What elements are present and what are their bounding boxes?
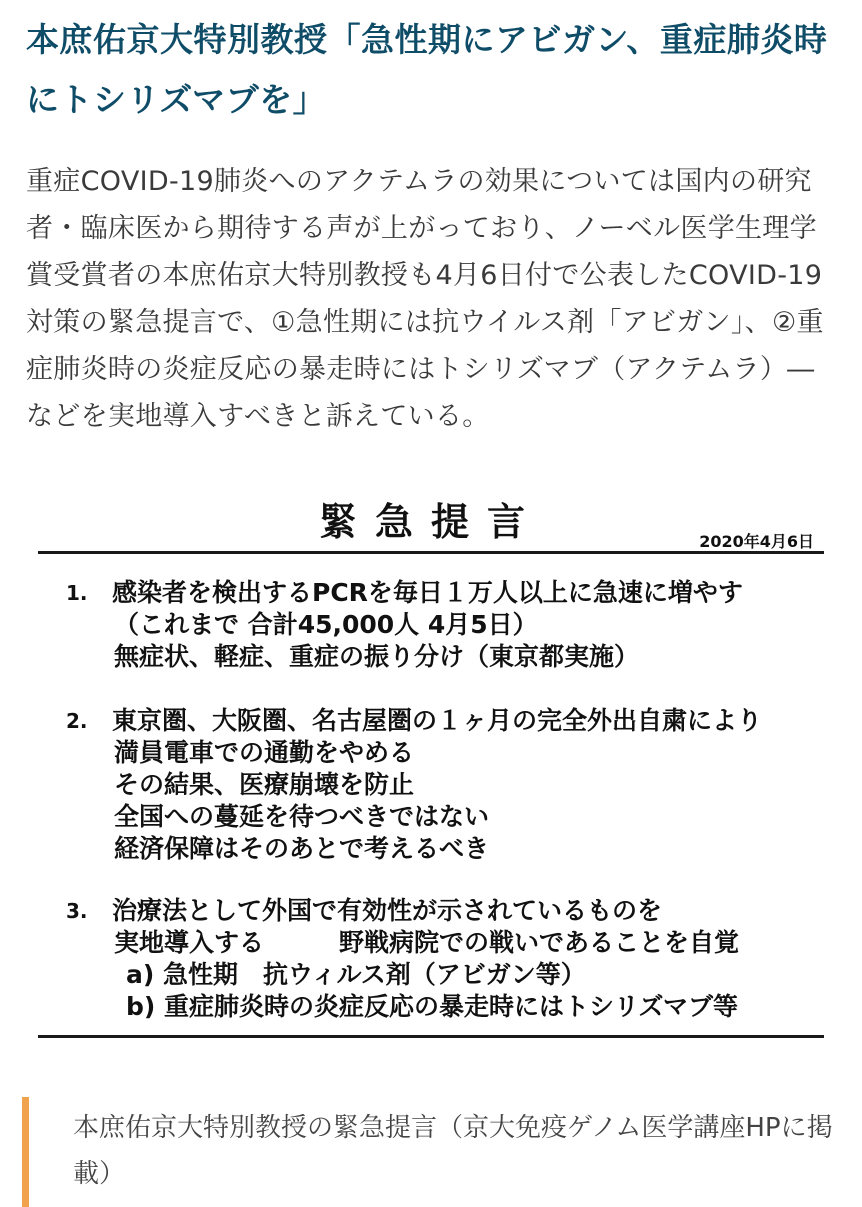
proposal-line: 治療法として外国で有効性が示されているものを <box>112 896 663 925</box>
proposal-item-number: 2. <box>66 709 88 733</box>
proposal-item-number: 1. <box>66 581 88 605</box>
article-heading: 本庶佑京大特別教授「急性期にアビガン、重症肺炎時にトシリズマブを」 <box>26 20 828 119</box>
article-body: 重症COVID-19肺炎へのアクテムラの効果については国内の研究者・臨床医から期待する声が上がっており、ノーベル医学生理学賞受賞者の本庶佑京大特別教授も4月6日付で公表したCOVID-19対策の緊急提言で、①急性期には抗ウイルス剤「アビガン」、②重症肺炎時の炎症反応の暴走時にはトシリズマブ（アクテムラ）―などを実地導入すべきと訴えている。 <box>26 166 824 432</box>
proposal-line: 経済保障はそのあとで考えるべき <box>114 834 490 863</box>
proposal-line: 感染者を検出するPCRを毎日１万人以上に急速に増やす <box>112 578 743 607</box>
proposal-line: 実地導入する 野戦病院での戦いであることを自覚 <box>114 928 740 957</box>
proposal-line: b) 重症肺炎時の炎症反応の暴走時にはトシリズマブ等 <box>126 992 739 1021</box>
proposal-item-number: 3. <box>66 899 88 923</box>
caption-text: 本庶佑京大特別教授の緊急提言（京大免疫ゲノム医学講座HPに掲載） <box>73 1113 833 1189</box>
proposal-line: 全国への蔓延を待つべきではない <box>114 802 490 831</box>
figure-title: 緊急提言 <box>318 500 543 544</box>
proposal-line: その結果、医療崩壊を防止 <box>114 770 415 799</box>
emergency-proposal-image <box>38 485 824 1045</box>
proposal-line: （これまで 合計45,000人 4月5日） <box>114 610 538 639</box>
proposal-line: 無症状、軽症、重症の振り分け（東京都実施） <box>114 642 640 671</box>
proposal-line: 東京圏、大阪圏、名古屋圏の１ヶ月の完全外出自粛により <box>112 706 763 735</box>
proposal-line: 満員電車での通勤をやめる <box>114 738 415 767</box>
image-caption <box>22 1097 849 1207</box>
figure-bottom-rule <box>38 1035 824 1038</box>
proposal-line: a) 急性期 抗ウィルス剤（アビガン等） <box>126 960 586 989</box>
figure-date: 2020年4月6日 <box>699 532 814 551</box>
figure-top-rule <box>38 551 824 554</box>
